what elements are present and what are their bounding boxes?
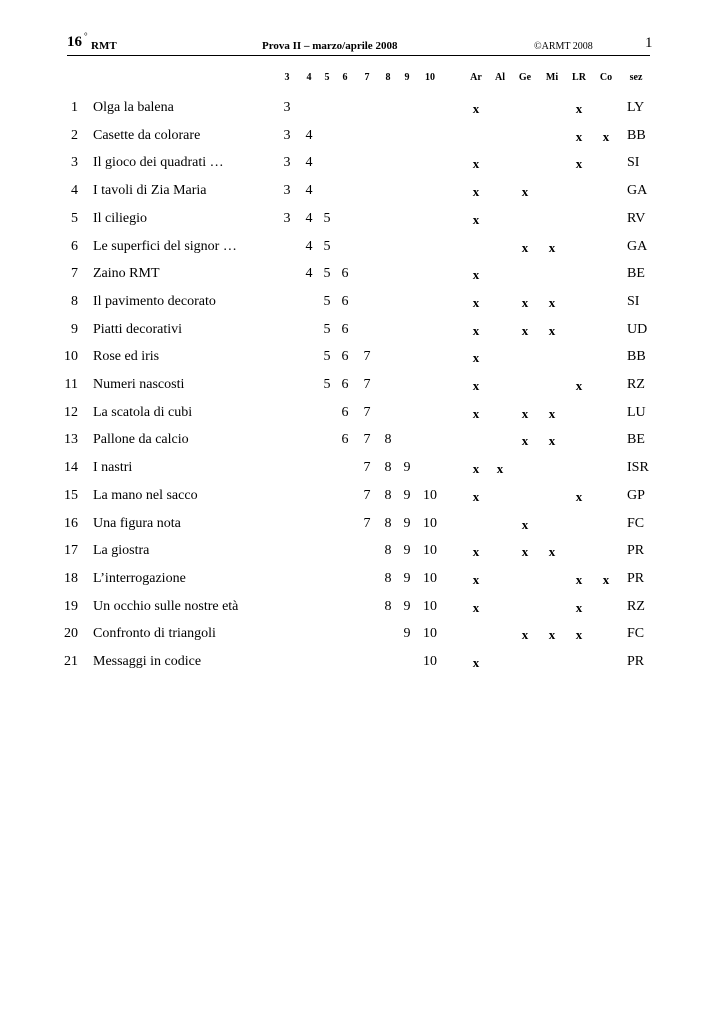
row-number: 4 — [71, 183, 78, 199]
topic-mark: x — [496, 461, 504, 477]
page-number: 1 — [645, 35, 653, 51]
topic-mark: x — [472, 655, 480, 670]
row-number: 1 — [71, 100, 78, 115]
section-code: FC — [627, 626, 645, 642]
level-cell: 10 — [423, 570, 437, 586]
table-row — [0, 432, 725, 456]
level-cell: 3 — [283, 155, 291, 171]
topic-mark: x — [521, 184, 529, 200]
topic-mark: x — [472, 184, 480, 200]
level-cell: 7 — [363, 515, 371, 531]
table-row — [0, 322, 725, 346]
topic-mark: x — [521, 239, 529, 255]
topic-mark: x — [548, 627, 556, 643]
col-topic-co: Co — [599, 72, 613, 83]
col-topic-al: Al — [495, 72, 505, 83]
header-degree: ° — [84, 31, 88, 41]
problem-title: Casette da colorare — [93, 127, 201, 143]
level-cell: 3 — [283, 100, 291, 115]
col-topic-ar: Ar — [470, 72, 482, 83]
row-number: 3 — [71, 155, 78, 171]
level-cell: 6 — [341, 432, 349, 448]
level-cell: 7 — [363, 460, 371, 476]
section-code: RZ — [627, 377, 645, 392]
topic-mark: x — [575, 156, 583, 172]
topic-mark: x — [472, 294, 480, 310]
level-cell: 8 — [384, 598, 392, 614]
topic-mark: x — [602, 571, 610, 587]
problem-title: Piatti decorativi — [93, 321, 183, 337]
col-level-9: 9 — [404, 72, 410, 83]
section-code: GA — [627, 183, 648, 199]
topic-mark: x — [575, 627, 583, 643]
topic-mark: x — [521, 294, 529, 310]
col-level-3: 3 — [284, 72, 290, 83]
topic-mark: x — [548, 322, 556, 338]
topic-mark: x — [521, 544, 529, 560]
section-code: ISR — [627, 460, 649, 476]
level-cell: 5 — [323, 349, 331, 365]
problem-title: I tavoli di Zia Maria — [93, 183, 207, 199]
level-cell: 9 — [403, 598, 411, 614]
col-level-7: 7 — [364, 72, 370, 83]
level-cell: 10 — [423, 654, 437, 669]
header-title: Prova II – marzo/aprile 2008 — [262, 40, 398, 52]
topic-mark: x — [472, 101, 480, 116]
section-code: SI — [627, 293, 640, 309]
table-row — [0, 460, 725, 484]
table-row — [0, 599, 725, 623]
topic-mark: x — [472, 571, 480, 587]
topic-mark: x — [548, 544, 556, 560]
topic-mark: x — [521, 405, 529, 421]
level-cell: 7 — [363, 377, 371, 392]
row-number: 2 — [71, 127, 78, 143]
problem-title: La scatola di cubi — [93, 404, 193, 420]
table-row — [0, 183, 725, 207]
table-row — [0, 211, 725, 235]
col-level-5: 5 — [324, 72, 330, 83]
section-code: LY — [627, 100, 645, 115]
problem-title: I nastri — [93, 460, 133, 476]
row-number: 20 — [64, 626, 78, 642]
section-code: BB — [627, 127, 646, 143]
level-cell: 4 — [305, 266, 313, 282]
problem-title: L’interrogazione — [93, 570, 186, 586]
level-cell: 4 — [305, 155, 313, 171]
header-number: 16 — [67, 34, 82, 50]
topic-mark: x — [602, 128, 610, 144]
table-row — [0, 543, 725, 567]
problem-title: La giostra — [93, 543, 150, 559]
col-sez: sez — [629, 72, 643, 83]
row-number: 8 — [71, 293, 78, 309]
section-code: GP — [627, 487, 645, 503]
level-cell: 10 — [423, 626, 437, 642]
level-cell: 10 — [423, 515, 437, 531]
level-cell: 10 — [423, 487, 437, 503]
topic-mark: x — [472, 544, 480, 560]
topic-mark: x — [575, 571, 583, 587]
col-level-10: 10 — [425, 72, 435, 83]
level-cell: 9 — [403, 543, 411, 559]
level-cell: 6 — [341, 266, 349, 282]
col-topic-lr: LR — [572, 72, 586, 83]
row-number: 7 — [71, 266, 78, 282]
row-number: 18 — [64, 570, 78, 586]
table-row — [0, 516, 725, 540]
level-cell: 3 — [283, 183, 291, 199]
col-level-6: 6 — [342, 72, 348, 83]
table-row — [0, 571, 725, 595]
section-code: PR — [627, 654, 645, 669]
problem-title: Il ciliegio — [93, 210, 148, 226]
level-cell: 9 — [403, 515, 411, 531]
topic-mark: x — [575, 378, 583, 393]
level-cell: 8 — [384, 543, 392, 559]
header-copyright: ©ARMT 2008 — [534, 41, 593, 52]
topic-mark: x — [548, 239, 556, 255]
table-row — [0, 349, 725, 373]
table-row — [0, 626, 725, 650]
table-row — [0, 128, 725, 152]
table-row — [0, 155, 725, 179]
header-rmt: RMT — [91, 40, 117, 52]
section-code: RV — [627, 210, 646, 226]
problem-title: Un occhio sulle nostre età — [93, 598, 239, 614]
topic-mark: x — [472, 461, 480, 477]
table-row — [0, 405, 725, 429]
level-cell: 4 — [305, 238, 313, 254]
problem-title: Numeri nascosti — [93, 377, 185, 392]
level-cell: 7 — [363, 487, 371, 503]
level-cell: 5 — [323, 238, 331, 254]
problem-title: Rose ed iris — [93, 349, 160, 365]
level-cell: 5 — [323, 321, 331, 337]
topic-mark: x — [472, 156, 480, 172]
col-topic-ge: Ge — [518, 72, 532, 83]
row-number: 21 — [64, 654, 78, 669]
table-row — [0, 654, 725, 678]
problem-title: Il pavimento decorato — [93, 293, 216, 309]
problem-title: Zaino RMT — [93, 266, 160, 282]
problem-title: Una figura nota — [93, 515, 181, 531]
topic-mark: x — [472, 405, 480, 421]
row-number: 10 — [64, 349, 78, 365]
section-code: PR — [627, 543, 645, 559]
topic-mark: x — [521, 433, 529, 449]
header-rule — [67, 55, 650, 56]
level-cell: 7 — [363, 349, 371, 365]
level-cell: 3 — [283, 127, 291, 143]
row-number: 5 — [71, 210, 78, 226]
level-cell: 6 — [341, 377, 349, 392]
problem-title: Il gioco dei quadrati … — [93, 155, 224, 171]
level-cell: 5 — [323, 266, 331, 282]
level-cell: 9 — [403, 570, 411, 586]
topic-mark: x — [472, 488, 480, 504]
table-row — [0, 294, 725, 318]
section-code: FC — [627, 515, 645, 531]
level-cell: 4 — [305, 127, 313, 143]
row-number: 13 — [64, 432, 78, 448]
topic-mark: x — [521, 516, 529, 532]
level-cell: 9 — [403, 487, 411, 503]
col-topic-mi: Mi — [545, 72, 559, 83]
level-cell: 7 — [363, 432, 371, 448]
table-row — [0, 100, 725, 124]
section-code: BE — [627, 432, 645, 448]
topic-mark: x — [575, 128, 583, 144]
row-number: 15 — [64, 487, 78, 503]
topic-mark: x — [575, 488, 583, 504]
problem-title: Pallone da calcio — [93, 432, 189, 448]
table-row — [0, 377, 725, 401]
topic-mark: x — [548, 405, 556, 421]
level-cell: 5 — [323, 377, 331, 392]
topic-mark: x — [548, 294, 556, 310]
topic-mark: x — [575, 101, 583, 116]
topic-mark: x — [548, 433, 556, 449]
topic-mark: x — [575, 599, 583, 615]
section-code: GA — [627, 238, 648, 254]
table-row — [0, 239, 725, 263]
level-cell: 6 — [341, 404, 349, 420]
section-code: SI — [627, 155, 640, 171]
level-cell: 8 — [384, 515, 392, 531]
problem-title: Le superfici del signor … — [93, 238, 237, 254]
row-number: 19 — [64, 598, 78, 614]
table-row — [0, 488, 725, 512]
topic-mark: x — [472, 267, 480, 283]
topic-mark: x — [521, 627, 529, 643]
col-level-4: 4 — [306, 72, 312, 83]
row-number: 11 — [64, 377, 78, 392]
section-code: BE — [627, 266, 645, 282]
topic-mark: x — [472, 599, 480, 615]
level-cell: 9 — [403, 460, 411, 476]
topic-mark: x — [472, 211, 480, 227]
problem-title: La mano nel sacco — [93, 487, 198, 503]
level-cell: 7 — [363, 404, 371, 420]
level-cell: 8 — [384, 570, 392, 586]
topic-mark: x — [521, 322, 529, 338]
row-number: 16 — [64, 515, 78, 531]
row-number: 14 — [64, 460, 78, 476]
level-cell: 5 — [323, 210, 331, 226]
section-code: UD — [627, 321, 648, 337]
problem-title: Messaggi in codice — [93, 654, 202, 669]
col-level-8: 8 — [385, 72, 391, 83]
section-code: LU — [627, 404, 646, 420]
page-header — [0, 0, 725, 60]
level-cell: 6 — [341, 293, 349, 309]
row-number: 9 — [71, 321, 78, 337]
row-number: 12 — [64, 404, 78, 420]
section-code: RZ — [627, 598, 645, 614]
level-cell: 3 — [283, 210, 291, 226]
level-cell: 8 — [384, 460, 392, 476]
level-cell: 8 — [384, 432, 392, 448]
level-cell: 5 — [323, 293, 331, 309]
level-cell: 10 — [423, 598, 437, 614]
level-cell: 9 — [403, 626, 411, 642]
level-cell: 4 — [305, 210, 313, 226]
level-cell: 10 — [423, 543, 437, 559]
topic-mark: x — [472, 378, 480, 393]
section-code: PR — [627, 570, 645, 586]
topic-mark: x — [472, 350, 480, 366]
problem-title: Olga la balena — [93, 100, 174, 115]
level-cell: 4 — [305, 183, 313, 199]
topic-mark: x — [472, 322, 480, 338]
table-row — [0, 266, 725, 290]
level-cell: 6 — [341, 321, 349, 337]
row-number: 6 — [71, 238, 78, 254]
level-cell: 8 — [384, 487, 392, 503]
section-code: BB — [627, 349, 646, 365]
level-cell: 6 — [341, 349, 349, 365]
problem-title: Confronto di triangoli — [93, 626, 216, 642]
row-number: 17 — [64, 543, 78, 559]
